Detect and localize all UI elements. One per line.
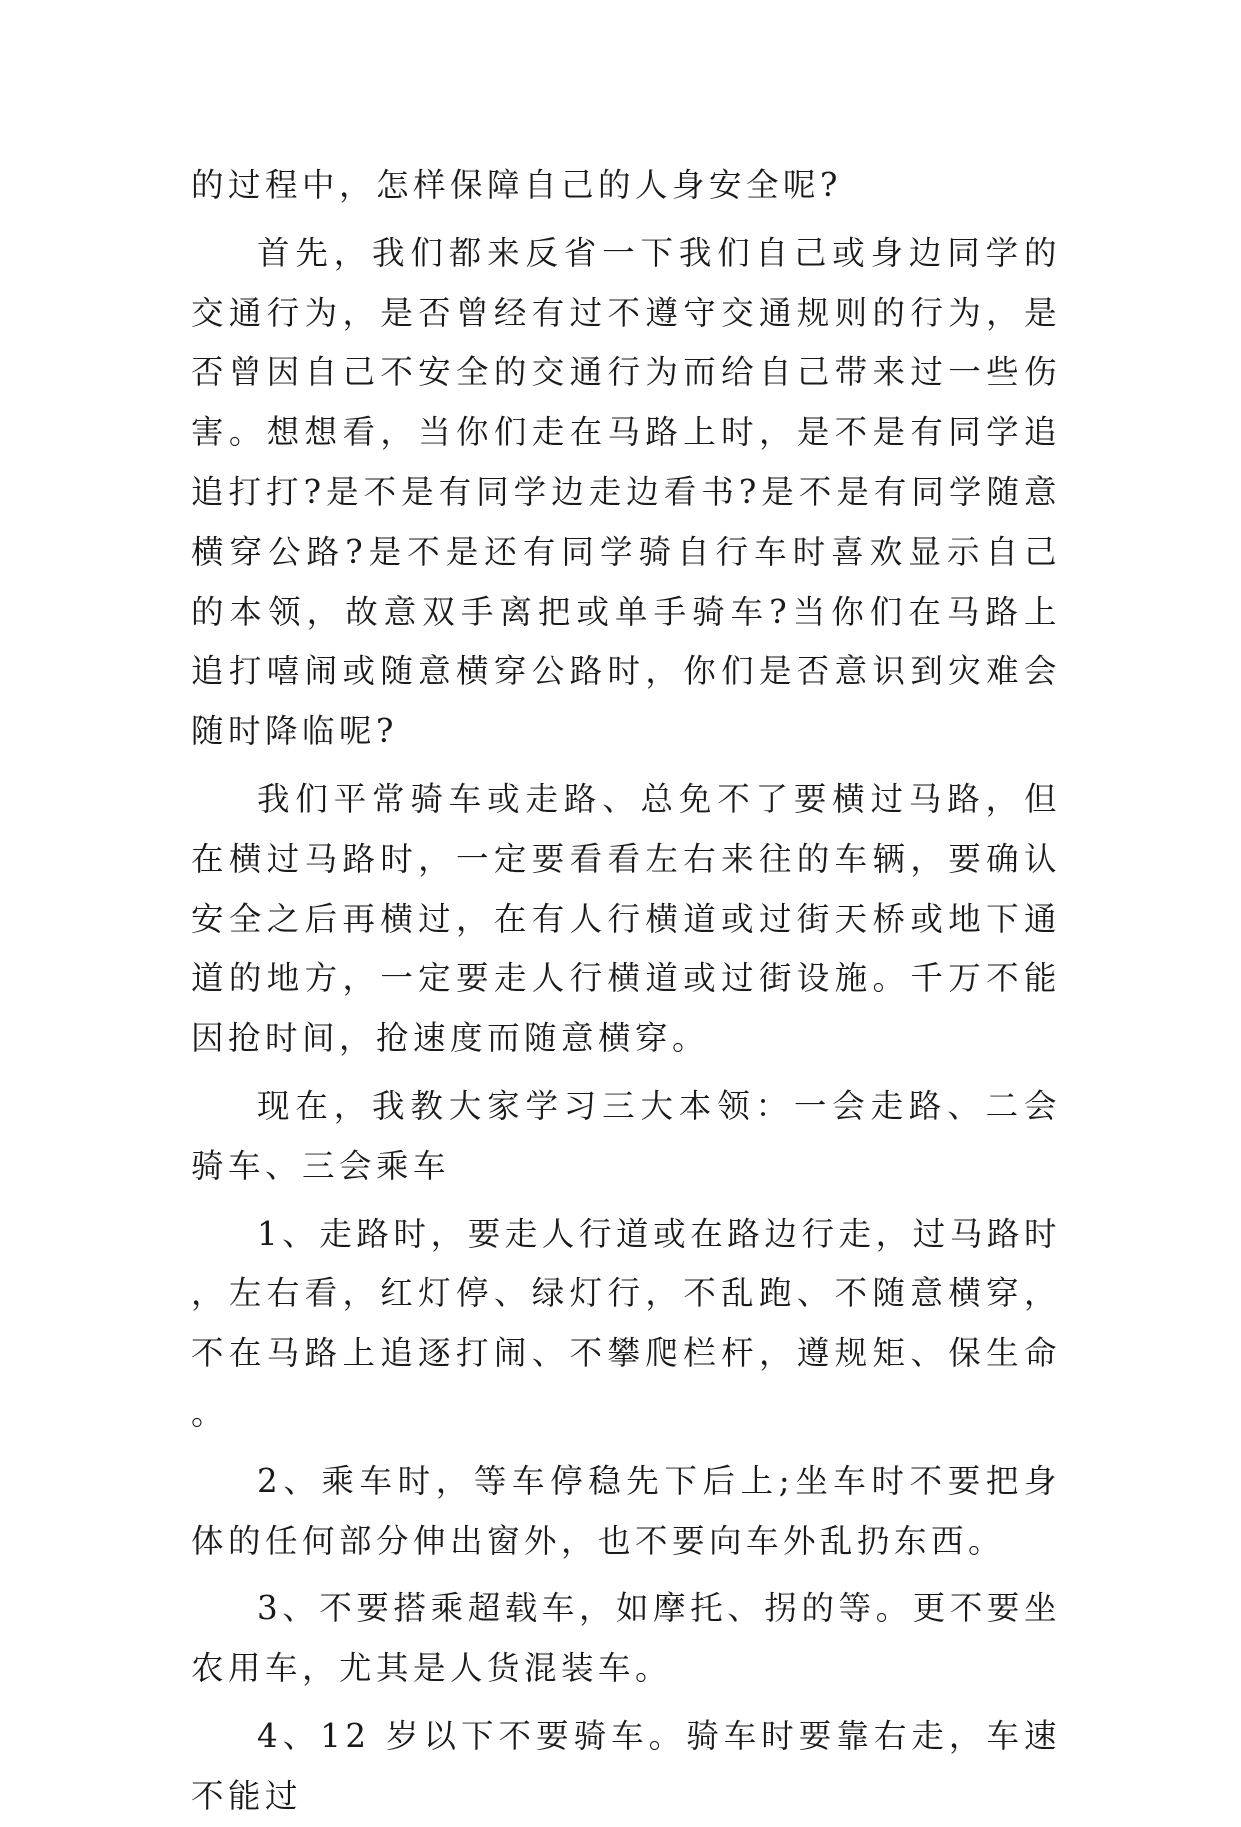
paragraph-2: 首先，我们都来反省一下我们自己或身边同学的交通行为，是否曾经有过不遵守交通规则的行为，是否曾因自己不安全的交通行为而给自己带来过一些伤害。想想看，当你们走在马路上时，是不是有同学追追打打?是不是有同学边走边看书?是不是有同学随意横穿公路?是不是还有同学骑自行车时喜欢显示自己的本领，故意双手离把或单手骑车?当你们在马路上追打嘻闹或随意横穿公路时，你们是否意识到灾难会随时降临呢? <box>191 233 1061 751</box>
paragraph-6: 2、乘车时，等车停稳先下后上;坐车时不要把身体的任何部分伸出窗外，也不要向车外乱扔东西。 <box>191 1461 1061 1560</box>
paragraph-1: 的过程中，怎样保障自己的人身安全呢? <box>191 166 842 204</box>
paragraph-8: 4、12 岁以下不要骑车。骑车时要靠右走，车速不能过 <box>191 1716 1061 1815</box>
paragraph-7: 3、不要搭乘超载车，如摩托、拐的等。更不要坐农用车，尤其是人货混装车。 <box>191 1589 1061 1688</box>
document-body <box>191 156 1061 1827</box>
paragraph-4: 现在，我教大家学习三大本领：一会走路、二会骑车、三会乘车 <box>191 1086 1061 1185</box>
paragraph-3: 我们平常骑车或走路、总免不了要横过马路，但在横过马路时，一定要看看左右来往的车辆，要确认安全之后再横过，在有人行横道或过街天桥或地下通道的地方，一定要走人行横道或过街设施。千万不能因抢时间，抢速度而随意横穿。 <box>191 779 1061 1058</box>
paragraph-5: 1、走路时，要走人行道或在路边行走，过马路时，左右看，红灯停、绿灯行，不乱跑、不随意横穿，不在马路上追逐打闹、不攀爬栏杆，遵规矩、保生命。 <box>191 1214 1061 1432</box>
